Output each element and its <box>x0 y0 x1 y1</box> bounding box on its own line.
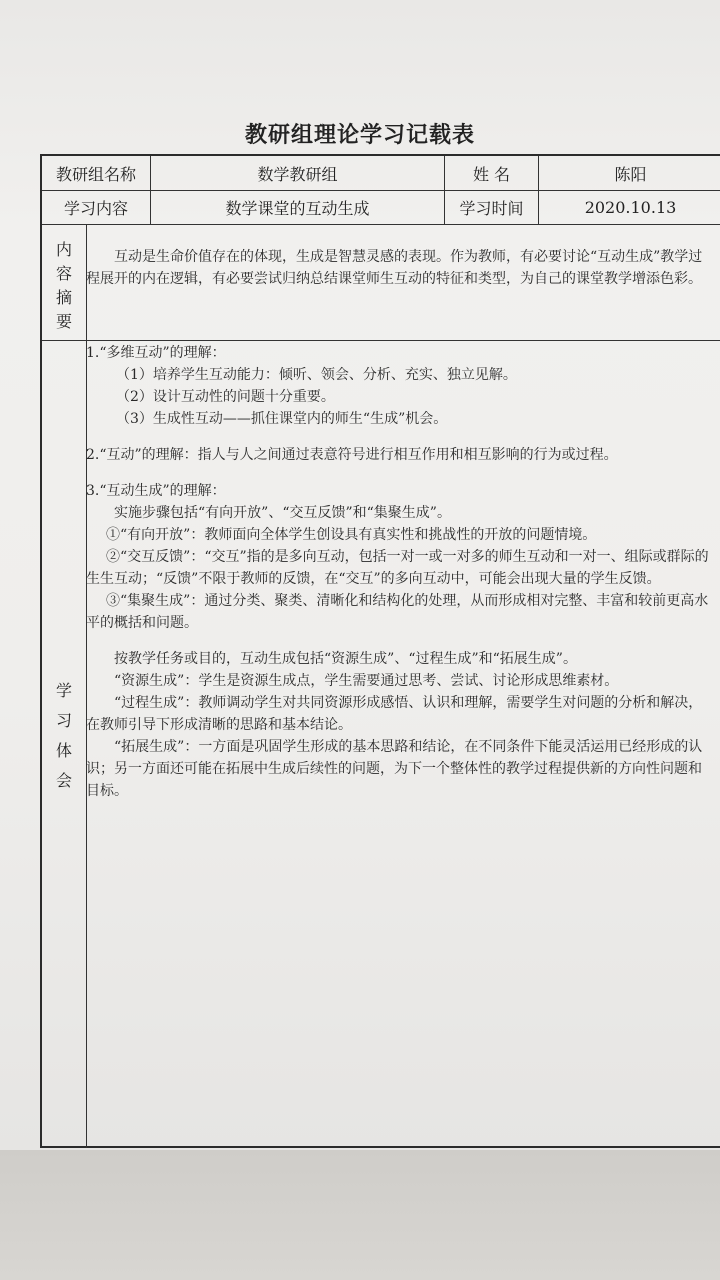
page-title: 教研组理论学习记载表 <box>244 123 475 148</box>
content-label: 学习内容 <box>63 199 128 218</box>
section-3-point-2: ②“交互反馈”：“交互”指的是多向互动，包括一对一或一对多的师生互动和一对一、组际或群际的生生互动；“反馈”不限于教师的反馈，在“交互”的多向互动中，可能会出现大量的学生反馈。 <box>86 549 709 587</box>
list-item: （2）设计互动性的问题十分重要。 <box>116 389 335 405</box>
time-label: 学习时间 <box>459 199 524 218</box>
section-3-intro: 实施步骤包括“有向开放”、“交互反馈”和“集聚生成”。 <box>114 505 451 521</box>
name-value: 陈阳 <box>614 164 647 184</box>
section-3-point-1: ①“有向开放”：教师面向全体学生创设具有真实性和挑战性的开放的问题情境。 <box>106 527 597 543</box>
row-divider <box>42 224 720 225</box>
paragraph-extension-generation: “拓展生成”：一方面是巩固学生形成的基本思路和结论，在不同条件下能灵活运用已经形成的认识；另一方面还可能在拓展中生成后续性的问题，为下一个整体性的教学过程提供新的方向性问题和目标。 <box>86 739 703 799</box>
spacer <box>86 430 711 444</box>
list-item: （1）培养学生互动能力：倾听、领会、分析、充实、独立见解。 <box>116 367 517 383</box>
section-3-point-3: ③“集聚生成”：通过分类、聚类、清晰化和结构化的处理，从而形成相对完整、丰富和较前更高水平的概括和问题。 <box>86 593 709 631</box>
group-name-value: 数学教研组 <box>257 164 338 184</box>
section-3-heading: 3.“互动生成”的理解： <box>86 483 226 499</box>
summary-label: 内 容 摘 要 <box>55 240 72 331</box>
list-item: （3）生成性互动——抓住课堂内的师生“生成”机会。 <box>116 411 448 427</box>
background-surface <box>0 1150 720 1280</box>
time-value: 2020.10.13 <box>584 198 677 217</box>
section-1-heading: 1.“多维互动”的理解： <box>86 345 226 361</box>
study-notes-body <box>86 342 711 802</box>
paragraph-resource-generation: “资源生成”：学生是资源生成点，学生需要通过思考、尝试、讨论形成思维素材。 <box>114 673 619 689</box>
study-notes-label: 学 习 体 会 <box>55 681 72 790</box>
spacer <box>86 634 711 648</box>
paragraph-generation-types: 按教学任务或目的，互动生成包括“资源生成”、“过程生成”和“拓展生成”。 <box>114 651 577 667</box>
group-name-label: 教研组名称 <box>55 164 136 184</box>
paragraph-process-generation: “过程生成”：教师调动学生对共同资源形成感悟、认识和理解，需要学生对问题的分析和解决，在教师引导下形成清晰的思路和基本结论。 <box>86 695 703 733</box>
summary-text: 互动是生命价值存在的体现，生成是智慧灵感的表现。作为教师，有必要讨论“互动生成”教学过程展开的内在逻辑，有必要尝试归纳总结课堂师生互动的特征和类型，为自己的课堂教学增添色彩。 <box>86 249 703 287</box>
spacer <box>86 466 711 480</box>
section-2-text: 2.“互动”的理解：指人与人之间通过表意符号进行相互作用和相互影响的行为或过程。 <box>86 447 618 463</box>
content-value: 数学课堂的互动生成 <box>225 199 370 218</box>
name-label: 姓 名 <box>472 164 511 184</box>
row-divider <box>42 340 720 341</box>
